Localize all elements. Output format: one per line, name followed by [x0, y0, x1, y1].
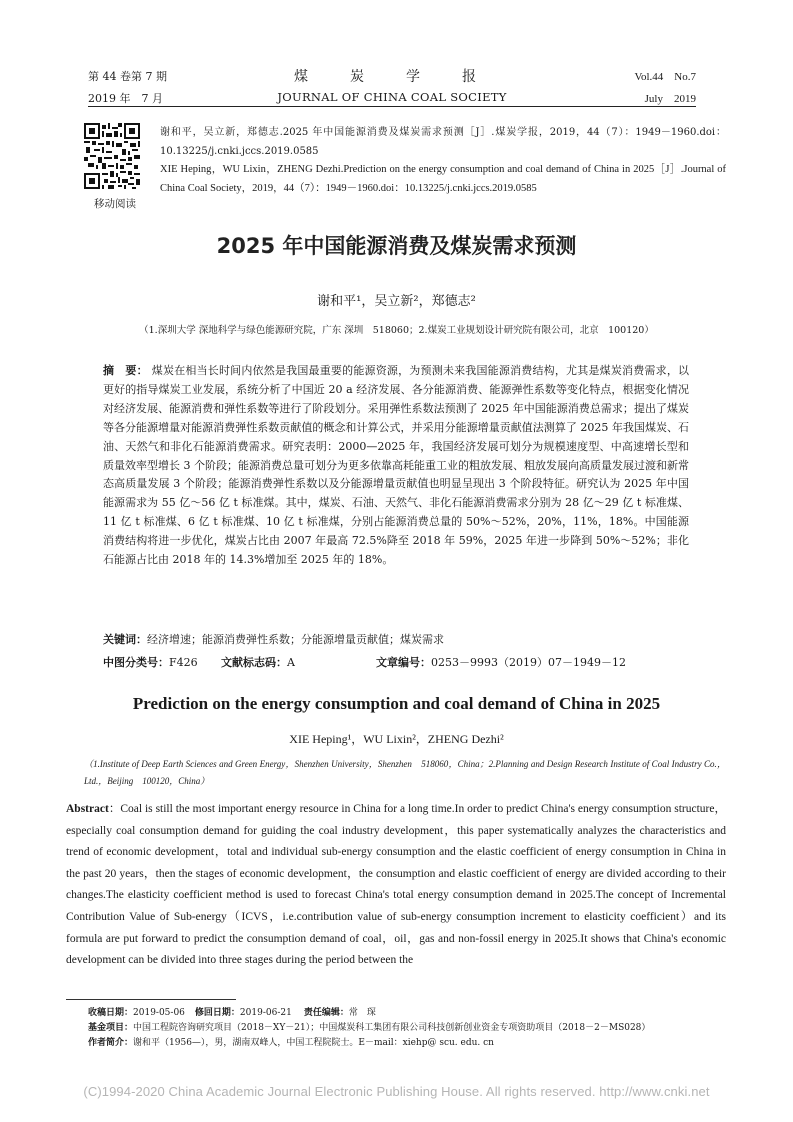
clc-label: 中图分类号：: [103, 656, 169, 669]
fund-text: 中国工程院咨询研究项目（2018－XY－21）；中国煤炭科工集团有限公司科技创新创业资金专项资助项目（2018－2－MS028）: [133, 1023, 651, 1033]
abstract-cn: [103, 362, 689, 570]
date-en: July 2019: [644, 93, 696, 105]
author-bio-text: 谢和平（1956—），男，湖南双峰人，中国工程院院士。E－mail：xiehp@ scu. edu. cn: [133, 1038, 494, 1048]
journal-name-en: JOURNAL OF CHINA COAL SOCIETY: [277, 90, 507, 104]
footnote-fund: [88, 1021, 728, 1035]
abstract-en-text: ：Coal is still the most important energy resource in China for a long time.In order to predict China's energy consumption structure，especially coal consumption demand for guiding the coal industry development，this paper systematically analyzes the characteristics and trend of economic development，total and individual sub-energy consumption and the elastic coefficient of energy consumption in China in the past 20 years，then the stages of economic development，the consumption and elastic coefficient of energy are divided according to their changes.The elasticity coefficient method is used to forecast China's total energy consumption demand in 2025.The concept of Incremental Contribution Value of Sub-energy（ICVS，i.e.contribution value of sub-energy consumption increment to elasticity coefficient）and its formula are put forward to predict the consumption demand of coal，oil，gas and non-fossil energy in 2025.It shows that China's economic development can be divided into three stages during the period between the: [66, 803, 726, 967]
abstract-cn-text: 煤炭在相当长时间内依然是我国最重要的能源资源，为预测未来我国能源消费结构，尤其是煤炭消费需求，以更好的指导煤炭工业发展，系统分析了中国近 20 a 经济发展、各分能源消费、能源弹性系数等变化特点，根据变化情况对经济发展、能源消费和弹性系数等进行了阶段划分。采用弹性系数法预测了 2025 年中国能源消费总需求；提出了煤炭等各分能源增量对能源消费弹性系数贡献值的概念和计算公式，并采用分能源增量贡献值法测算了 2025 年我国煤炭、石油、天然气和非化石能源消费需求。研究表明：2000—2025 年，我国经济发展可划分为规模速度型、中高速增长型和质量效率型增长 3 个阶段；能源消费总量可划分为更多依靠高耗能重工业的粗放发展、粗放发展向高质量发展过渡和新常态高质量发展 3 个阶段；能源消费弹性系数以及分能源增量贡献值也明显呈现出 3 个阶段特征。研究认为 2025 年中国能源需求为 55 亿～56 亿 t 标准煤。其中，煤炭、石油、天然气、非化石能源消费需求分别为 28 亿～29 亿 t 标准煤、11 亿 t 标准煤、6 亿 t 标准煤、10 亿 t 标准煤，分别占能源消费总量的 50%～52%，20%，11%，18%。中国能源消费结构将进一步优化，煤炭占比由 2007 年最高 72.5%降至 2018 年 59%，2025 年进一步降到 50%～52%；非化石能源占比由 2018 年的 14.3%增加至 2025 年的 18%。: [103, 364, 690, 567]
article-title-en: Prediction on the energy consumption and coal demand of China in 2025: [132, 694, 661, 713]
abstract-en-label: Abstract: [66, 803, 109, 815]
qr-code-icon[interactable]: [84, 123, 140, 189]
authors-cn: 谢和平¹，吴立新²，郑德志²: [317, 294, 476, 309]
author-bio-label: 作者简介：: [88, 1038, 134, 1048]
editor-name: 常 琛: [348, 1008, 376, 1018]
footnote-dates: [88, 1006, 728, 1020]
date-cn: 2019 年 7 月: [88, 92, 163, 105]
doc-code-value: A: [287, 656, 295, 669]
clc-value: F426: [169, 656, 198, 669]
qr-caption: 移动阅读: [94, 198, 136, 210]
footnote-author: [88, 1036, 728, 1050]
received-date: 2019-05-06: [133, 1008, 185, 1018]
doc-code-label: 文献标志码：: [221, 656, 287, 669]
citation-en: XIE Heping，WU Lixin，ZHENG Dezhi.Prediction on the energy consumption and coal demand of China in 2025［J］.Journal of China Coal Society，2019，44（7）：1949－1960.doi：10.13225/j.cnki.jccs.2019.0585: [160, 164, 726, 194]
fund-label: 基金项目：: [88, 1023, 134, 1033]
abstract-en: [66, 799, 726, 972]
keywords: [103, 631, 689, 647]
keywords-label: 关键词：: [103, 633, 147, 646]
article-number-value: 0253－9993（2019）07－1949－12: [431, 656, 626, 669]
volume-issue-en: Vol.44 No.7: [634, 71, 696, 83]
copyright-watermark: (C)1994-2020 China Academic Journal Electronic Publishing House. All rights reserved. http://www.cnki.net: [83, 1084, 710, 1099]
running-header: [88, 66, 696, 106]
citation-cn: 谢和平，吴立新，郑德志.2025 年中国能源消费及煤炭需求预测［J］.煤炭学报，2019，44（7）：1949－1960.doi：10.13225/j.cnki.jccs.2019.0585: [160, 127, 726, 157]
citation-block: [160, 124, 726, 198]
affiliation-cn: （1.深圳大学 深地科学与绿色能源研究院，广东 深圳 518060；2.煤炭工业规划设计研究院有限公司，北京 100120）: [139, 325, 654, 336]
article-title-cn: 2025 年中国能源消费及煤炭需求预测: [216, 234, 577, 258]
abstract-cn-label: 摘 要：: [103, 364, 148, 377]
revised-label: 修回日期：: [194, 1008, 240, 1018]
footnote-rule: [66, 999, 236, 1000]
received-label: 收稿日期：: [88, 1008, 134, 1018]
article-number-label: 文章编号：: [376, 656, 431, 669]
affiliation-en: （1.Institute of Deep Earth Sciences and Green Energy，Shenzhen University，Shenzhen 518060，China；2.Planning and Design Research Institute of Coal Industry Co.，Ltd.，Beijing 100120，China）: [84, 759, 726, 786]
authors-en: XIE Heping¹，WU Lixin²，ZHENG Dezhi²: [289, 732, 504, 746]
volume-issue-cn: 第 44 卷第 7 期: [88, 70, 167, 83]
editor-label: 责任编辑：: [303, 1008, 349, 1018]
revised-date: 2019-06-21: [239, 1008, 292, 1018]
keywords-text: 经济增速；能源消费弹性系数；分能源增量贡献值；煤炭需求: [147, 633, 444, 646]
header-rule: [88, 106, 696, 107]
journal-name-cn: 煤 炭 学 报: [294, 69, 490, 85]
